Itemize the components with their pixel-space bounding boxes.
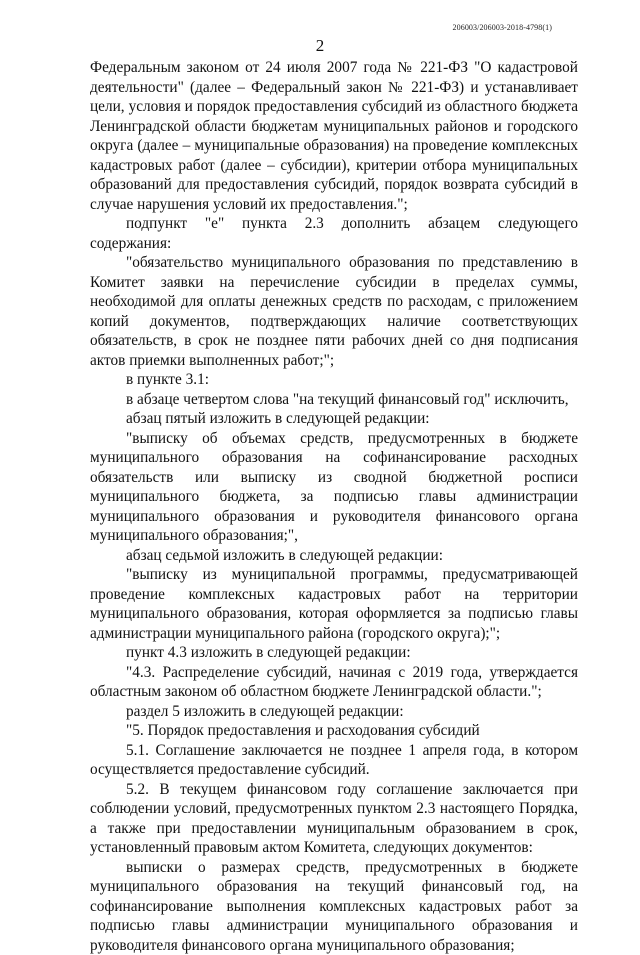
paragraph-9: "выписку из муниципальной программы, предусматривающей проведение комплексных кадастровых работ на территории муниципального образования, которая оформляется за подписью главы администрации муниципального района (городского округа);"; — [90, 565, 578, 643]
paragraph-7: "выписку об объемах средств, предусмотренных в бюджете муниципального образования на софинансирование расходных обязательств или выписку из сводной бюджетной росписи муниципального бюджета, за подписью главы администрации муниципального образования и руководителя финансового органа муниципального образования;", — [90, 429, 578, 546]
paragraph-6: абзац пятый изложить в следующей редакции: — [90, 409, 578, 429]
paragraph-12: раздел 5 изложить в следующей редакции: — [90, 702, 578, 722]
paragraph-10: пункт 4.3 изложить в следующей редакции: — [90, 643, 578, 663]
paragraph-15: 5.2. В текущем финансовом году соглашение заключается при соблюдении условий, предусмотренных пунктом 2.3 настоящего Порядка, а также при предоставлении муниципальным образованием в срок, установленный правовым актом Комитета, следующих документов: — [90, 780, 578, 858]
document-body — [90, 58, 578, 955]
document-id: 206003/206003-2018-4798(1) — [453, 23, 552, 32]
paragraph-8: абзац седьмой изложить в следующей редакции: — [90, 546, 578, 566]
paragraph-5: в абзаце четвертом слова "на текущий финансовый год" исключить, — [90, 390, 578, 410]
page-number: 2 — [0, 36, 640, 56]
paragraph-3: "обязательство муниципального образования по представлению в Комитет заявки на перечисление субсидии в пределах суммы, необходимой для оплаты денежных средств по расходам, с приложением копий документов, подтверждающих наличие соответствующих обязательств, в срок не позднее пяти рабочих дней со дня подписания актов приемки выполненных работ;"; — [90, 253, 578, 370]
paragraph-11: "4.3. Распределение субсидий, начиная с 2019 года, утверждается областным законом об областном бюджете Ленинградской области."; — [90, 663, 578, 702]
paragraph-1: Федеральным законом от 24 июля 2007 года № 221-ФЗ "О кадастровой деятельности" (далее – Федеральный закон № 221-ФЗ) и устанавливает цели, условия и порядок предоставления субсидий из областного бюджета Ленинградской области бюджетам муниципальных районов и городского округа (далее – муниципальные образования) на проведение комплексных кадастровых работ (далее – субсидии), критерии отбора муниципальных образований для предоставления субсидий, порядок возврата субсидий в случае нарушения условий их предоставления."; — [90, 58, 578, 214]
paragraph-2: подпункт "е" пункта 2.3 дополнить абзацем следующего содержания: — [90, 214, 578, 253]
paragraph-14: 5.1. Соглашение заключается не позднее 1 апреля года, в котором осуществляется предоставление субсидий. — [90, 741, 578, 780]
paragraph-16: выписки о размерах средств, предусмотренных в бюджете муниципального образования на текущий финансовый год, на софинансирование выполнения комплексных кадастровых работ за подписью главы администрации муниципального образования и руководителя финансового органа муниципального образования; — [90, 858, 578, 955]
paragraph-4: в пункте 3.1: — [90, 370, 578, 390]
section-heading: "5. Порядок предоставления и расходования субсидий — [90, 721, 578, 741]
